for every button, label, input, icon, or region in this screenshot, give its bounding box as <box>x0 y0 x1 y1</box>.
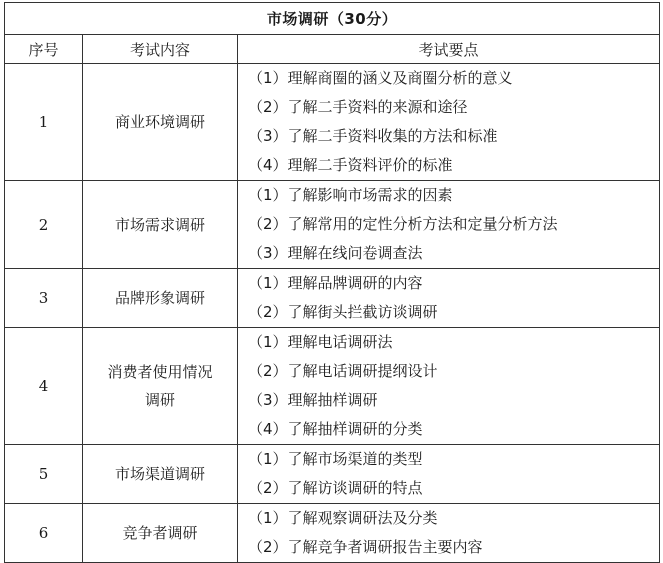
point-item: （4）了解抽样调研的分类 <box>248 420 423 438</box>
table-row <box>5 504 660 563</box>
row-points <box>238 328 660 445</box>
row-points <box>238 64 660 181</box>
title-row <box>5 3 660 35</box>
point-item: （2）了解常用的定性分析方法和定量分析方法 <box>248 215 558 233</box>
row-points <box>238 504 660 563</box>
exam-outline-table <box>4 2 660 563</box>
point-item: （3）理解在线问卷调查法 <box>248 244 423 262</box>
point-item: （1）理解电话调研法 <box>248 333 393 351</box>
row-number: 3 <box>5 269 83 328</box>
row-number: 4 <box>5 328 83 445</box>
point-item: （4）理解二手资料评价的标准 <box>248 156 453 174</box>
row-content <box>83 328 238 445</box>
row-content: 品牌形象调研 <box>83 269 238 328</box>
point-item: （2）了解二手资料的来源和途径 <box>248 98 468 116</box>
row-content: 竞争者调研 <box>83 504 238 563</box>
row-content: 商业环境调研 <box>83 64 238 181</box>
row-number: 1 <box>5 64 83 181</box>
point-item: （1）了解影响市场需求的因素 <box>248 186 453 204</box>
exam-table-container <box>4 2 659 563</box>
table-row <box>5 445 660 504</box>
row-number: 6 <box>5 504 83 563</box>
header-row <box>5 35 660 64</box>
row-points <box>238 181 660 269</box>
table-title: 市场调研（30分） <box>5 3 660 35</box>
point-item: （3）了解二手资料收集的方法和标准 <box>248 127 498 145</box>
header-content: 考试内容 <box>83 35 238 64</box>
row-points <box>238 269 660 328</box>
row-number: 5 <box>5 445 83 504</box>
table-row <box>5 64 660 181</box>
table-row <box>5 269 660 328</box>
point-item: （3）理解抽样调研 <box>248 391 378 409</box>
point-item: （1）了解观察调研法及分类 <box>248 509 438 527</box>
point-item: （2）了解访谈调研的特点 <box>248 479 423 497</box>
table-body <box>5 64 660 563</box>
point-item: （2）了解竞争者调研报告主要内容 <box>248 538 483 556</box>
header-points: 考试要点 <box>238 35 660 64</box>
row-content: 市场渠道调研 <box>83 445 238 504</box>
table-row <box>5 328 660 445</box>
point-item: （2）了解街头拦截访谈调研 <box>248 303 438 321</box>
point-item: （1）理解商圈的涵义及商圈分析的意义 <box>248 69 513 87</box>
row-points <box>238 445 660 504</box>
point-item: （2）了解电话调研提纲设计 <box>248 362 438 380</box>
table-row <box>5 181 660 269</box>
row-content-line: 消费者使用情况 <box>107 363 213 381</box>
row-number: 2 <box>5 181 83 269</box>
row-content: 市场需求调研 <box>83 181 238 269</box>
header-no: 序号 <box>5 35 83 64</box>
point-item: （1）了解市场渠道的类型 <box>248 450 423 468</box>
point-item: （1）理解品牌调研的内容 <box>248 274 423 292</box>
row-content-line: 调研 <box>144 391 175 409</box>
